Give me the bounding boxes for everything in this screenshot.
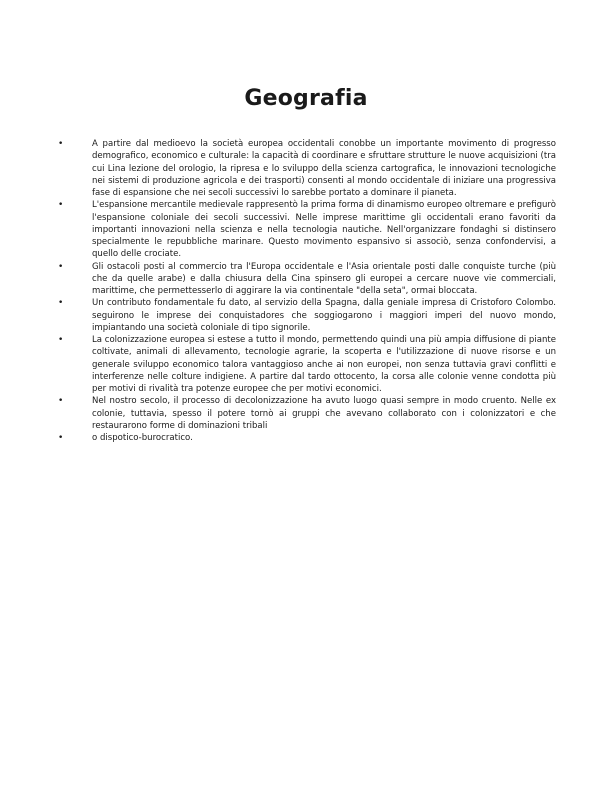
bullet-icon: • [58, 335, 64, 345]
bullet-icon: • [58, 396, 64, 407]
bullet-icon: • [58, 200, 64, 211]
list-item [0, 432, 612, 444]
list-item-text: Gli ostacoli posti al commercio tra l'Europa occidentale e l'Asia orientale posti dalle conquiste turche (più che da quelle arabe) e dalla chiusura della Cina spinsero gli europei a cercare nuove vie commerciali, marittime, che permettesserlo di aggirare la via continentale "della seta", ormai bloccata. [92, 261, 556, 296]
list-item-text: L'espansione mercantile medievale rappresentò la prima forma di dinamismo europeo oltremare e prefigurò l'espansione coloniale dei secoli successivi. Nelle imprese marittime gli occidentali erano favoriti da importanti innovazioni nella scienza e nella tecnologia nautiche. Nell'organizzare fondaghi si distinsero specialmente le repubbliche marinare. Questo movimento espansivo si associò, senza confondervisi, a quello delle crociate. [92, 200, 556, 260]
bullet-icon: • [58, 261, 64, 272]
list-item [0, 297, 612, 334]
bullet-list [0, 138, 612, 444]
list-item [0, 334, 612, 395]
page-title: Geografia [244, 86, 368, 111]
list-item [0, 395, 612, 432]
list-item [0, 199, 612, 260]
list-item-text: A partire dal medioevo la società europea occidentali conobbe un importante movimento di progresso demografico, economico e culturale: la capacità di coordinare e sfruttare strutture le nuove acquisizioni (tra cui Lina lezione del orologio, la ripresa e lo sviluppo della scienza cartografica, le innovazioni tecnologiche nei sistemi di produzione agricola e dei trasporti) consenti al mondo occidentale di iniziare una progressiva fase di espansione che nei secoli successivi lo sarebbe portato a dominare il pianeta. [92, 139, 556, 198]
list-item-text: La colonizzazione europea si estese a tutto il mondo, permettendo quindi una più ampia diffusione di piante coltivate, animali di allevamento, tecnologie agrarie, la scoperta e l'utilizzazione di nuove risorse e un generale sviluppo economico talora vantaggioso anche ai non europei, non senza tuttavia gravi conflitti e interferenze nelle colture indigiene. A partire dal tardo ottocento, la corsa alle colonie venne condotta più per motivi di rivalità tra potenze europee che per motivi economici. [92, 335, 556, 394]
list-item-text: Nel nostro secolo, il processo di decolonizzazione ha avuto luogo quasi sempre in modo cruento. Nelle ex colonie, tuttavia, spesso il potere tornò ai gruppi che avevano collaborato con i colonizzatori e che restaurarono forme di dominazioni tribali [92, 396, 556, 431]
list-item [0, 261, 612, 298]
bullet-icon: • [58, 139, 64, 149]
list-item [0, 138, 612, 199]
list-item-text: o dispotico-burocratico. [92, 433, 193, 443]
bullet-icon: • [58, 298, 64, 309]
list-item-text: Un contributo fondamentale fu dato, al servizio della Spagna, dalla geniale impresa di Cristoforo Colombo. seguirono le imprese dei conquistadores che soggiogarono i maggiori imperi del nuovo mondo, impiantando una società coloniale di tipo signorile. [92, 298, 556, 333]
bullet-icon: • [58, 433, 64, 443]
